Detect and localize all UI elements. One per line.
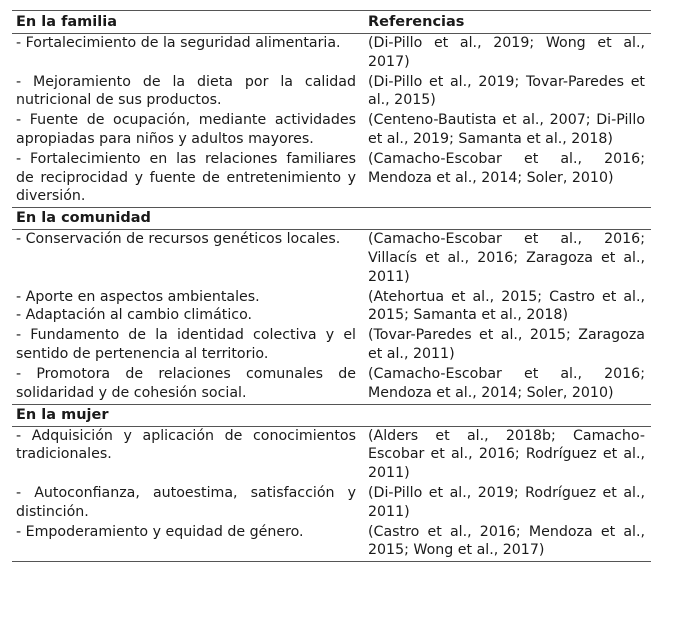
table-row (12, 427, 651, 484)
benefit-cell: - Fortalecimiento en las relaciones familiares de reciprocidad y fuente de entretenimiento y diversión. (16, 151, 356, 205)
table-row (12, 230, 651, 287)
benefit-cell: - Fortalecimiento de la seguridad alimentaria. (16, 35, 341, 51)
benefit-cell: - Fuente de ocupación, mediante actividades apropiadas para niños y adultos mayores. (16, 112, 356, 147)
section-title-women: En la mujer (12, 404, 651, 427)
benefit-cell: - Conservación de recursos genéticos locales. (16, 231, 341, 248)
references-cell: (Di-Pillo et al., 2019; Rodríguez et al., 2011) (368, 484, 645, 520)
references-cell: (Camacho-Escobar et al., 2016; Mendoza et al., 2014; Soler, 2010) (368, 151, 645, 186)
table-row (12, 523, 651, 562)
table-row (12, 288, 651, 327)
benefit-cell: - Fundamento de la identidad colectiva y el sentido de pertenencia al territorio. (16, 327, 356, 362)
table-row (12, 150, 651, 207)
benefit-cell: - Adquisición y aplicación de conocimientos tradicionales. (16, 427, 356, 463)
benefit-line: - Aporte en aspectos ambientales. (16, 288, 260, 305)
table-row (12, 73, 651, 112)
benefit-cell (12, 288, 362, 325)
references-cell: (Tovar-Paredes et al., 2015; Zaragoza et al., 2011) (368, 327, 645, 362)
column-header-references: Referencias (368, 14, 465, 30)
references-cell: (Atehortua et al., 2015; Castro et al., 2015; Samanta et al., 2018) (368, 288, 645, 324)
column-header-benefit: En la familia (16, 14, 117, 30)
references-cell: (Castro et al., 2016; Mendoza et al., 2015; Wong et al., 2017) (368, 523, 645, 559)
benefit-cell: - Mejoramiento de la dieta por la calidad nutricional de sus productos. (16, 73, 356, 109)
table-row (12, 111, 651, 150)
references-cell: (Camacho-Escobar et al., 2016; Mendoza et al., 2014; Soler, 2010) (368, 366, 645, 401)
benefit-cell: - Promotora de relaciones comunales de solidaridad y de cohesión social. (16, 366, 356, 401)
benefit-cell: - Empoderamiento y equidad de género. (16, 523, 304, 540)
references-cell: (Camacho-Escobar et al., 2016; Villacís et al., 2016; Zaragoza et al., 2011) (368, 231, 645, 285)
references-cell: (Di-Pillo et al., 2019; Wong et al., 2017) (368, 35, 645, 70)
table-row (12, 34, 651, 73)
table-row (12, 484, 651, 523)
section-title-community: En la comunidad (12, 207, 651, 230)
references-cell: (Di-Pillo et al., 2019; Tovar-Paredes et al., 2015) (368, 73, 645, 109)
table-header-row (12, 11, 651, 34)
benefit-line: - Adaptación al cambio climático. (16, 307, 253, 324)
benefit-cell: - Autoconfianza, autoestima, satisfacción y distinción. (16, 484, 356, 520)
table-row (12, 365, 651, 404)
table-row (12, 326, 651, 365)
references-cell: (Alders et al., 2018b; Camacho-Escobar et al., 2016; Rodríguez et al., 2011) (368, 427, 645, 481)
benefits-table (12, 10, 651, 562)
references-cell: (Centeno-Bautista et al., 2007; Di-Pillo et al., 2019; Samanta et al., 2018) (368, 112, 645, 147)
